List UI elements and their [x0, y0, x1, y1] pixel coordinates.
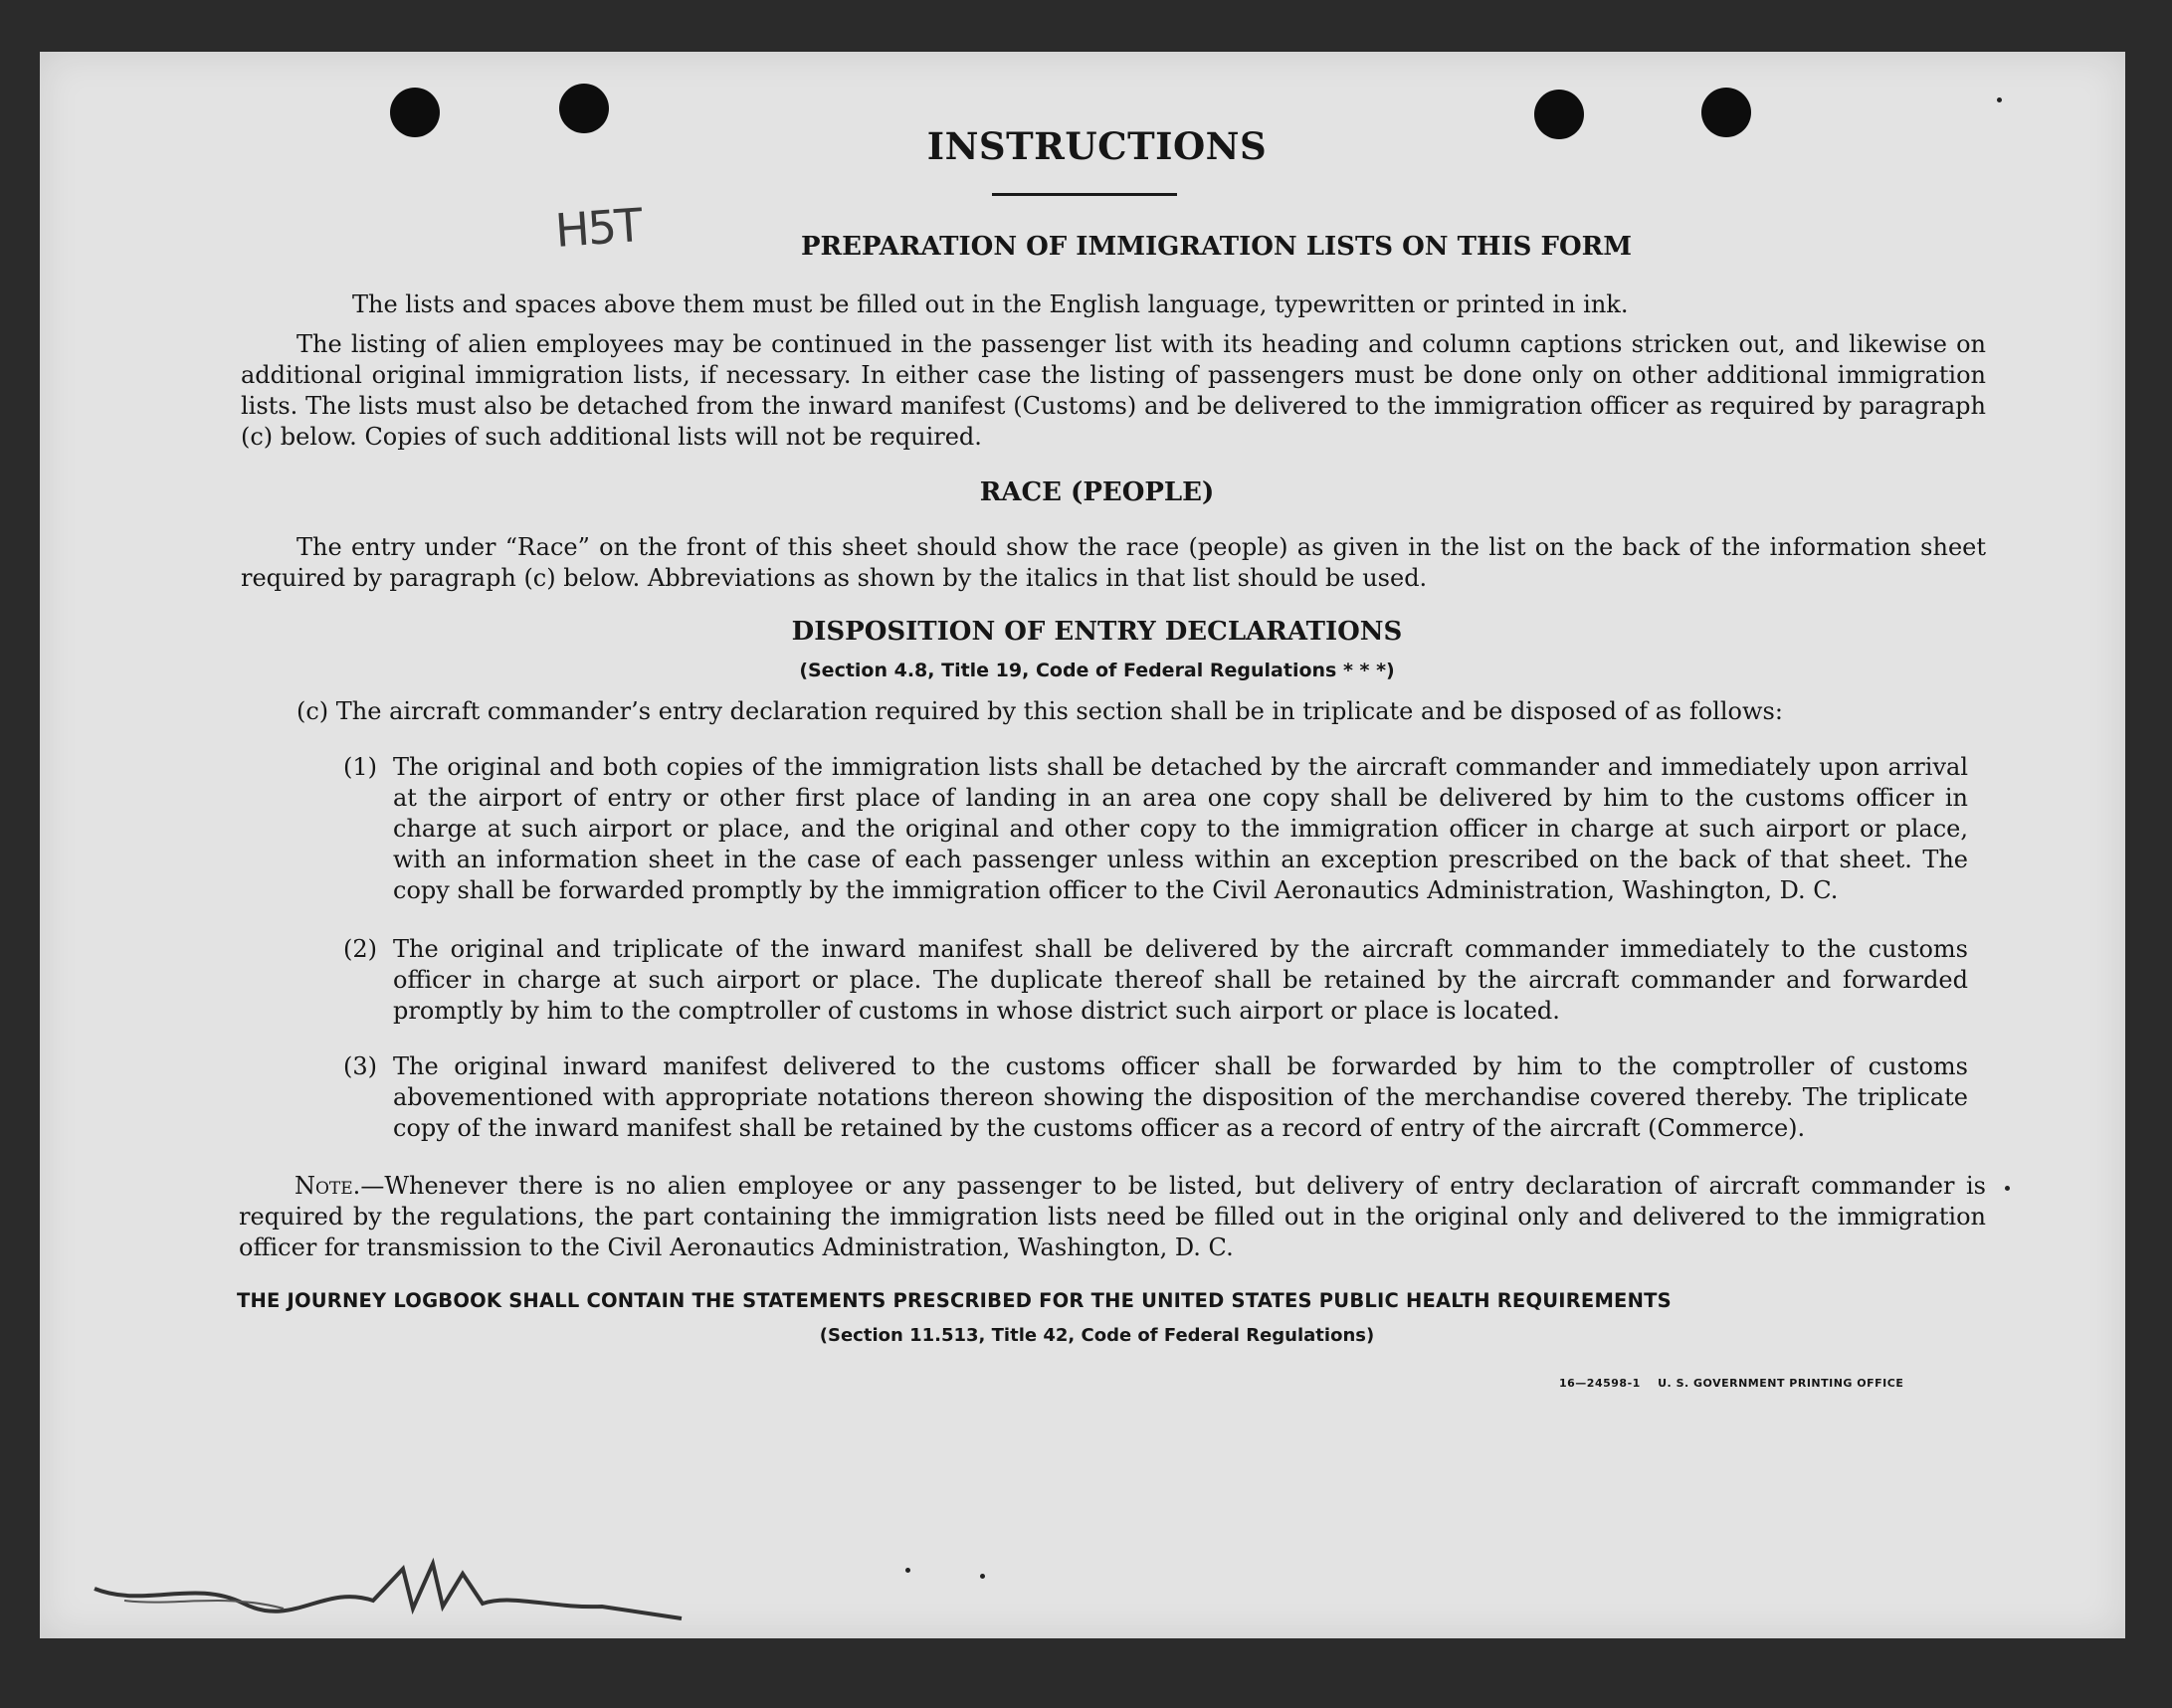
- handwritten-annotation: H5T: [553, 198, 643, 258]
- note-label: Note.: [295, 1172, 361, 1200]
- paragraph-language-text: The lists and spaces above them must be filled out in the English language, typewritten or printed in ink.: [352, 290, 1629, 318]
- logbook-statement: THE JOURNEY LOGBOOK SHALL CONTAIN THE STATEMENTS PRESCRIBED FOR THE UNITED STATES PUBLIC HEALTH REQUIREMENTS: [237, 1289, 1672, 1312]
- title-underline: [992, 193, 1177, 196]
- section-heading-disposition: DISPOSITION OF ENTRY DECLARATIONS: [791, 617, 1403, 647]
- list-item-number: (1): [343, 753, 377, 781]
- list-item-number: (2): [343, 935, 377, 963]
- speck-icon: [1997, 97, 2002, 102]
- speck-icon: [980, 1574, 985, 1579]
- section-citation: (Section 4.8, Title 19, Code of Federal Regulations * * *): [799, 660, 1395, 681]
- form-code: 16—24598-1: [1559, 1377, 1641, 1390]
- list-item: [343, 1051, 1968, 1144]
- list-item-number: (3): [343, 1052, 377, 1080]
- paragraph-race: The entry under “Race” on the front of this sheet should show the race (people) as given in the list on the back of the information sheet required by paragraph (c) below. Abbreviations as shown by the italics in that list should be used.: [241, 533, 1986, 592]
- list-item-text: The original and both copies of the immigration lists shall be detached by the aircraft commander and immediately upon arrival at the airport of entry or other first place of landing in an area one copy shall be delivered by him to the customs officer in charge at such airport or place, and the original and other copy to the immigration officer in charge at such airport or place, with an information sheet in the case of each passenger unless within an exception prescribed on the back of that sheet. The copy shall be forwarded promptly by the immigration officer to the Civil Aeronautics Administration, Washington, D. C.: [393, 753, 1968, 904]
- paragraph-language: [296, 289, 1986, 320]
- list-item: [343, 752, 1968, 906]
- list-item-text: The original and triplicate of the inward manifest shall be delivered by the aircraft commander immediately to the customs officer in charge at such airport or place. The duplicate thereof shall be retained by the aircraft commander and forwarded promptly by him to the comptroller of customs in whose district such airport or place is located.: [393, 935, 1968, 1025]
- note-text: —Whenever there is no alien employee or any passenger to be listed, but delivery of entry declaration of aircraft commander is required by the regulations, the part containing the immigration lists need be filled out in the original only and delivered to the immigration officer for transmission to the Civil Aeronautics Administration, Washington, D. C.: [239, 1172, 1986, 1261]
- printing-office-footer: [1559, 1377, 1903, 1390]
- document-page: [40, 52, 2125, 1638]
- paragraph-intro-c: (c) The aircraft commander’s entry declaration required by this section shall be in triplicate and be disposed of as follows:: [296, 697, 1783, 725]
- printing-office: U. S. GOVERNMENT PRINTING OFFICE: [1658, 1377, 1904, 1390]
- speck-icon: [2005, 1186, 2010, 1191]
- paragraph-note: [239, 1171, 1986, 1263]
- section-heading-race: RACE (PEOPLE): [979, 477, 1215, 507]
- list-item-text: The original inward manifest delivered to the customs officer shall be forwarded by him to the comptroller of customs abovementioned with appropriate notations thereon showing the disposition of the merchandise covered thereby. The triplicate copy of the inward manifest shall be retained by the customs officer as a record of entry of the aircraft (Commerce).: [393, 1052, 1968, 1142]
- section-heading-preparation: PREPARATION OF IMMIGRATION LISTS ON THIS FORM: [801, 232, 1632, 262]
- paragraph-alien-employees: The listing of alien employees may be continued in the passenger list with its heading and column captions stricken out, and likewise on additional original immigration lists, if necessary. In either case the listing of passengers must be done only on other additional immigration lists. The lists must also be detached from the inward manifest (Customs) and be delivered to the immigration officer as required by paragraph (c) below. Copies of such additional lists will not be required.: [241, 330, 1986, 451]
- signature-scribble-icon: [85, 1549, 781, 1638]
- logbook-citation: (Section 11.513, Title 42, Code of Federal Regulations): [819, 1325, 1375, 1346]
- page-title: INSTRUCTIONS: [926, 124, 1268, 168]
- speck-icon: [905, 1568, 910, 1573]
- list-item: [343, 934, 1968, 1027]
